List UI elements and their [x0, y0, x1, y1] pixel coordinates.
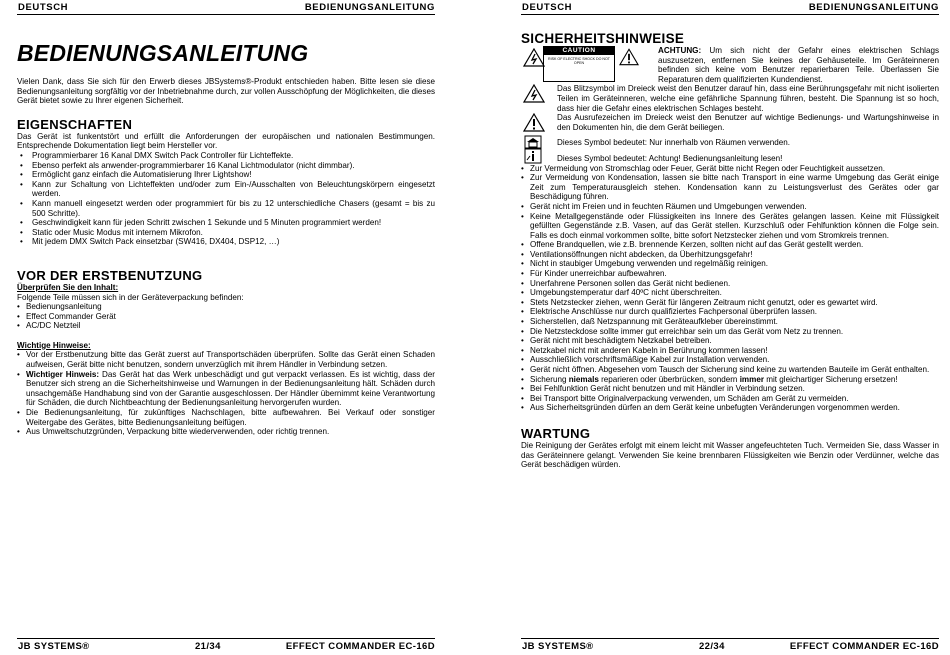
safety-symbols: [521, 46, 939, 164]
list-item: • Aus Umweltschutzgründen, Verpackung bitte wiederverwenden, oder richtig trennen.: [17, 427, 435, 437]
footer-page-number: 21/34: [195, 641, 221, 652]
list-item: • Ermöglicht ganz einfach die Automatisierung Ihrer Lightshow!: [17, 170, 435, 180]
list-item: • Mit jedem DMX Switch Pack einsetzbar (SW416, DX404, DSP12, …): [17, 237, 435, 247]
list-item: • Sicherung niemals reparieren oder überbrücken, sondern immer mit gleichartiger Sicherung ersetzen!: [521, 375, 939, 385]
lightning-explanation: Das Blitzsymbol im Dreieck weist den Benutzer darauf hin, dass eine Berührungsgefahr mit nicht isolierten Teilen im Geräteinneren, welche eine gefährliche Spannung führen, besteht. Die Spannung ist so hoch, dass hier die Gefahr eines elektrischen Schlages besteht.: [521, 84, 939, 113]
list-item: • Static oder Music Modus mit internem Mikrofon.: [17, 228, 435, 238]
exclamation-triangle-icon: [523, 113, 545, 132]
features-intro: Das Gerät ist funkentstört und erfüllt die Anforderungen der europäischen und nationalen Bestimmungen. Entsprechende Dokumentation liegt beim Hersteller vor.: [17, 131, 435, 151]
footer-product: EFFECT COMMANDER EC-16D: [285, 641, 435, 652]
footer-page-number: 22/34: [699, 641, 725, 652]
list-item: • Elektrische Anschlüsse nur durch qualifiziertes Fachpersonal überprüfen lassen.: [521, 307, 939, 317]
list-item: • Effect Commander Gerät: [17, 312, 435, 322]
list-item: • Umgebungstemperatur darf 40ºC nicht überschreiten.: [521, 288, 939, 298]
right-page: [521, 0, 939, 654]
contents-list: [17, 302, 435, 331]
list-item: • Die Bedienungsanleitung, für zukünftiges Nachschlagen, bitte aufbewahren. Bei Verkauf oder sonstiger Weitergabe des Gerätes, bitte Bedienungsanleitung beifügen.: [17, 408, 435, 427]
page-header: [17, 1, 435, 15]
footer-product: EFFECT COMMANDER EC-16D: [789, 641, 939, 652]
footer-brand: JB SYSTEMS®: [522, 641, 594, 652]
list-item: • Gerät nicht mit beschädigtem Netzkabel betreiben.: [521, 336, 939, 346]
list-item: • Bei Transport bitte Originalverpackung verwenden, um Schäden am Gerät zu vermeiden.: [521, 394, 939, 404]
read-manual-explanation: Dieses Symbol bedeutet: Achtung! Bedienungsanleitung lesen!: [521, 154, 939, 164]
header-language: DEUTSCH: [18, 2, 69, 13]
list-item: • AC/DC Netzteil: [17, 321, 435, 331]
list-item: • Bedienungsanleitung: [17, 302, 435, 312]
page-footer: [521, 638, 939, 655]
list-item: • Programmierbarer 16 Kanal DMX Switch Pack Controller für Lichteffekte.: [17, 151, 435, 161]
maintenance-text: Die Reinigung der Gerätes erfolgt mit einem leicht mit Wasser angefeuchteten Tuch. Vermeiden Sie, dass Wasser in das Geräteinnere gelangt. Verwenden Sie keine brennbaren Flüssigkeiten wie Benzin oder Verdünner, welche das Gerät beschädigen würden.: [521, 440, 939, 470]
list-item: • Für Kinder unerreichbar aufbewahren.: [521, 269, 939, 279]
maintenance-heading: WARTUNG: [521, 425, 591, 441]
list-item: • Offene Brandquellen, wie z.B. brennende Kerzen, sollten nicht auf das Gerät gestellt werden.: [521, 240, 939, 250]
indoor-explanation: Dieses Symbol bedeutet: Nur innerhalb von Räumen verwenden.: [521, 138, 939, 148]
safety-list: [521, 164, 939, 413]
header-section: BEDIENUNGSANLEITUNG: [304, 2, 435, 13]
list-item: • Unerfahrene Personen sollen das Gerät nicht bedienen.: [521, 279, 939, 289]
list-item: • Keine Metallgegenstände oder Flüssigkeiten ins Innere des Gerätes gelangen lassen. Keine mit Flüssigkeit gefüllten Gegenstände z.B. Vasen, auf das Gerät stellen. Kurzschluß oder Fehlfunktion können die Folge sein. Falls es doch einmal vorkommen sollte, bitte sofort Netzstecker ziehen und vom Stromkreis trennen.: [521, 212, 939, 241]
list-item: • Die Netzsteckdose sollte immer gut erreichbar sein um das Gerät vom Netz zu trennen.: [521, 327, 939, 337]
lightning-warning-icon: [523, 48, 545, 67]
list-item: • Stets Netzstecker ziehen, wenn Gerät für längeren Zeitraum nicht genutzt, oder es gewartet wird.: [521, 298, 939, 308]
hints-list: [17, 350, 435, 436]
safety-heading: SICHERHEITSHINWEISE: [521, 31, 685, 46]
list-item: • Nicht in staubiger Umgebung verwenden und regelmäßig reinigen.: [521, 259, 939, 269]
list-item: • Zur Vermeidung von Stromschlag oder Feuer, Gerät bitte nicht Regen oder Feuchtigkeit aussetzen.: [521, 164, 939, 174]
before-use-heading: VOR DER ERSTBENUTZUNG: [17, 267, 203, 283]
list-item: • Bei Fehlfunktion Gerät nicht benutzen und mit Händler in Verbindung setzen.: [521, 384, 939, 394]
list-item: • Ventilationsöffnungen nicht abdecken, da Überhitzungsgefahr!: [521, 250, 939, 260]
caution-label: CAUTION RISK OF ELECTRIC SHOCK DO NOT OPEN: [543, 46, 615, 82]
list-item: • Kann zur Schaltung von Lichteffekten und/oder zum Ein-/Ausschalten von Beleuchtungskörpern eingesetzt werden.: [17, 180, 435, 199]
list-item: • Zur Vermeidung von Kondensation, lassen sie bitte nach Transport in eine warme Umgebung das Gerät einige Zeit zum Temperaturausgleich stehen. Kondensation kann zu Leistungsverlust des Gerätes oder gar Beschädigung führen.: [521, 173, 939, 202]
list-item: • Vor der Erstbenutzung bitte das Gerät zuerst auf Transportschäden überprüfen. Sollte das Gerät einen Schaden aufweisen, Gerät bitte nicht benutzen, sondern unverzüglich mit ihrem Händler in Verbindung setzen.: [17, 350, 435, 369]
intro-text: Vielen Dank, dass Sie sich für den Erwerb dieses JBSystems®-Produkt entschieden haben. Bitte lesen sie diese Bedienungsanleitung sorgfältig vor der Inbetriebnahme durch, zur vollen Ausschöpfung der Möglichkeiten, die dieses Gerät bietet sowie zu Ihrer eigenen Sicherheit.: [17, 77, 435, 106]
left-page: [17, 0, 435, 654]
header-section: BEDIENUNGSANLEITUNG: [808, 2, 939, 13]
check-intro: Folgende Teile müssen sich in der Geräteverpackung befinden:: [17, 292, 244, 302]
features-list: [17, 151, 435, 247]
features-heading: EIGENSCHAFTEN: [17, 116, 133, 132]
list-item: • Gerät nicht öffnen. Abgesehen vom Tausch der Sicherung sind keine zu wartenden Bauteile im Gerät enthalten.: [521, 365, 939, 375]
footer-brand: JB SYSTEMS®: [18, 641, 90, 652]
list-item: • Wichtiger Hinweis: Das Gerät hat das Werk unbeschädigt und gut verpackt verlassen. Es ist wichtig, dass der Benutzer sich streng an die Sicherheitshinweise und Warnungen in der Bedienungsanleitung hält. Schäden durch unsachgemäße Handhabung sind von der Garantie ausgeschlossen. Der Händler übernimmt keine Verantwortung für Schäden, die durch Nichtbeachtung der Bedienungsanleitung hervorgerufen wurden.: [17, 370, 435, 408]
page-footer: [17, 638, 435, 655]
list-item: • Ausschließlich vorschriftsmäßige Kabel zur Installation verwenden.: [521, 355, 939, 365]
page-title: BEDIENUNGSANLEITUNG: [17, 40, 309, 66]
list-item: • Kann manuell eingesetzt werden oder programmiert für bis zu 12 unterschiedliche Chasers (gesamt = bis zu 500 Schritte).: [17, 199, 435, 218]
list-item: • Aus Sicherheitsgründen dürfen an dem Gerät keine unbefugten Veränderungen vorgenommen werden.: [521, 403, 939, 413]
list-item: • Geschwindigkeit kann für jeden Schritt zwischen 1 Sekunde und 5 Minuten programmiert werden!: [17, 218, 435, 228]
lightning-triangle-icon: [523, 84, 545, 103]
check-heading: Überprüfen Sie den Inhalt:: [17, 282, 119, 292]
hints-heading: Wichtige Hinweise:: [17, 340, 91, 350]
read-manual-icon: [524, 148, 542, 164]
exclamation-explanation: Das Ausrufezeichen im Dreieck weist den Benutzer auf wichtige Bedienungs- und Wartungshinweise in den Dokumenten hin, die dem Gerät beiliegen.: [521, 113, 939, 132]
right-content: [521, 31, 939, 470]
left-content: [17, 40, 435, 437]
list-item: • Netzkabel nicht mit anderen Kabeln in Berührung kommen lassen!: [521, 346, 939, 356]
warning-text: ACHTUNG: Um sich nicht der Gefahr eines elektrischen Schlags auszusetzen, entfernen Sie keines der Gehäuseteile. Im Geräteinneren befinden sich keine vom Benutzer reparierbaren Teile. Überlassen Sie Reparaturen dem qualifizierten Kundendienst.: [658, 46, 939, 84]
exclamation-warning-icon: [619, 48, 639, 66]
list-item: • Sicherstellen, daß Netzspannung mit Geräteaufkleber übereinstimmt.: [521, 317, 939, 327]
header-language: DEUTSCH: [522, 2, 573, 13]
list-item: • Ebenso perfekt als anwender-programmierbarer 16 Kanal Lichtmodulator (nicht dimmbar).: [17, 161, 435, 171]
list-item: • Gerät nicht im Freien und in feuchten Räumen und Umgebungen verwenden.: [521, 202, 939, 212]
page-header: [521, 1, 939, 15]
